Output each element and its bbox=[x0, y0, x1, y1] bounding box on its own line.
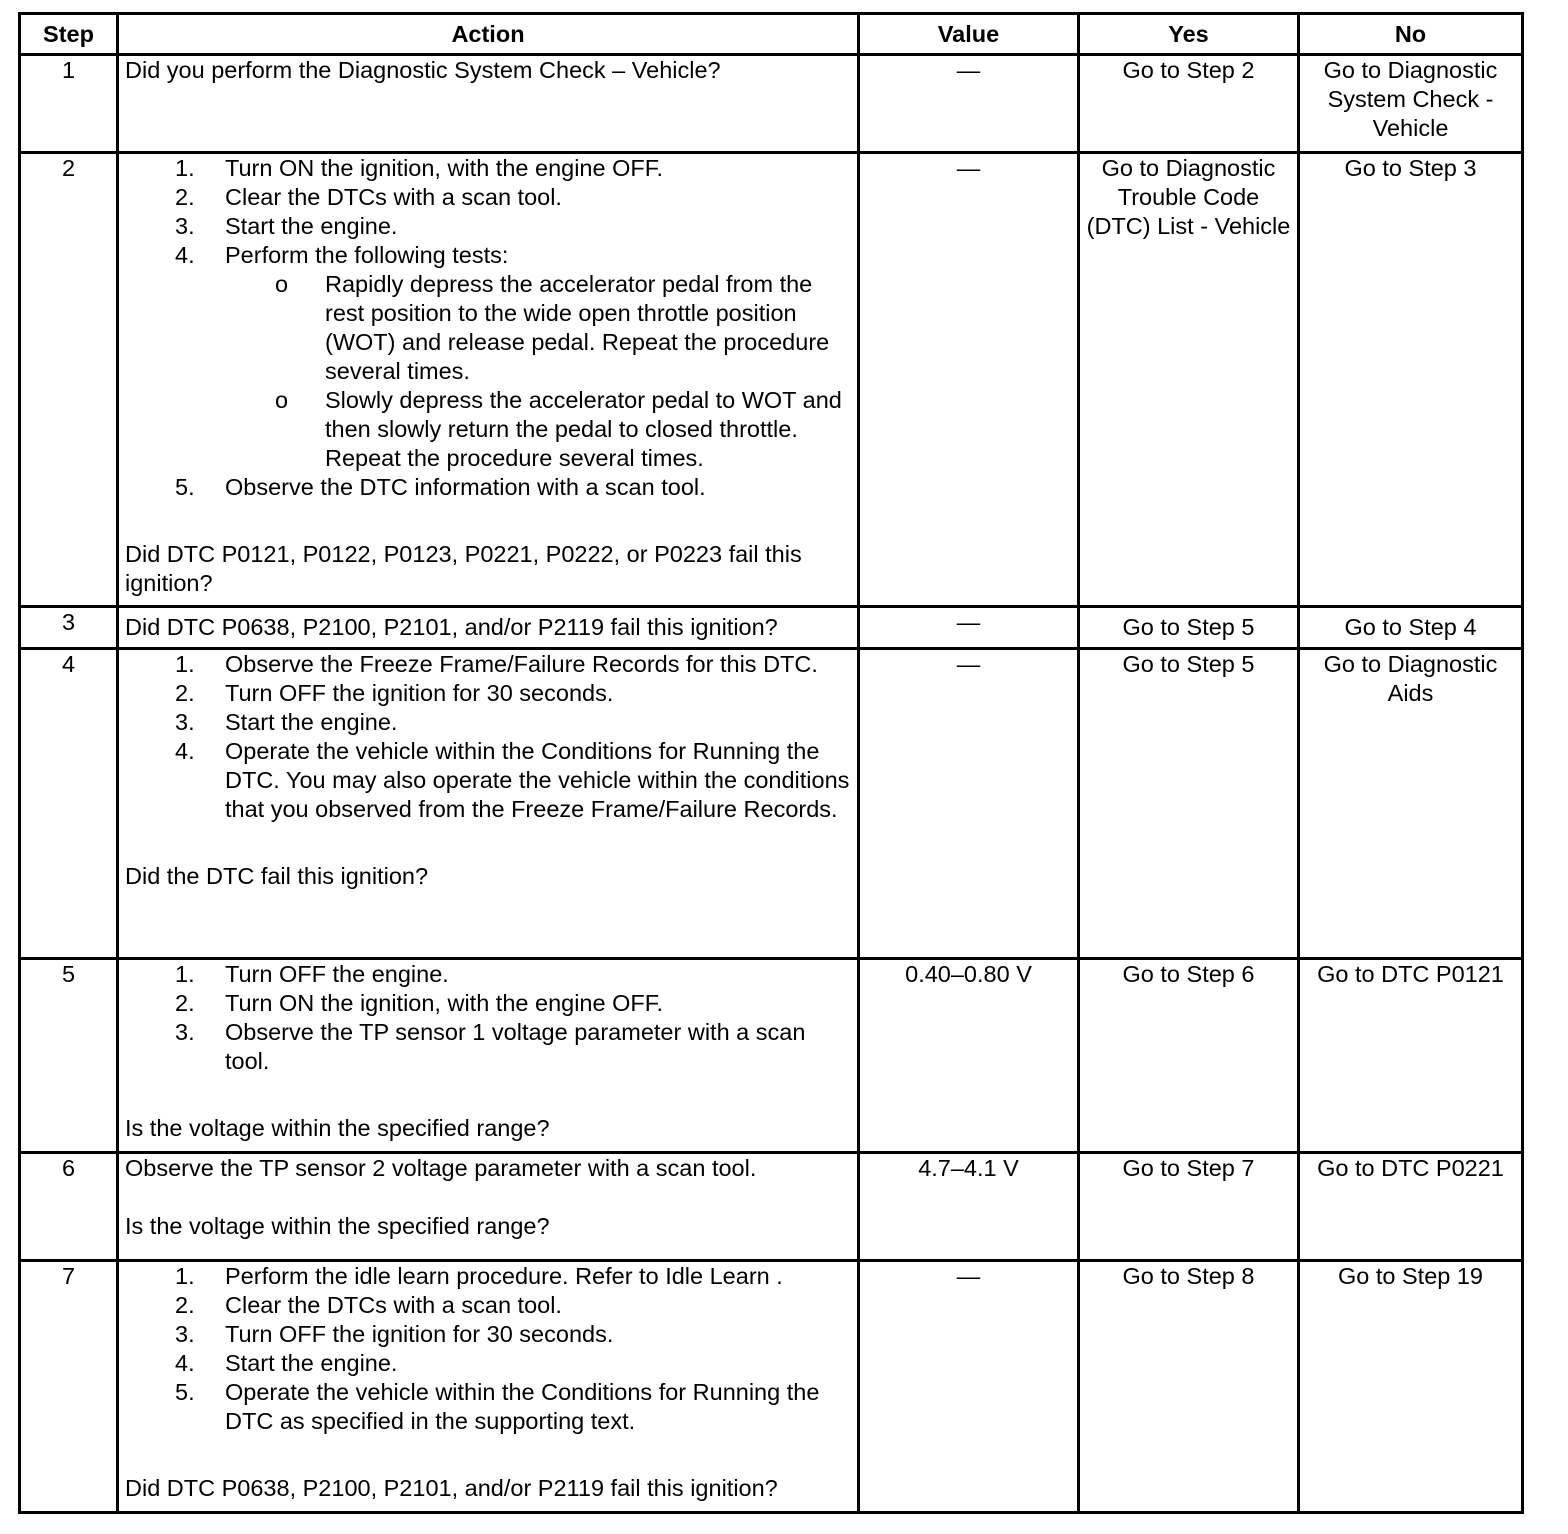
value-cell: — bbox=[859, 1261, 1079, 1513]
header-no: No bbox=[1299, 14, 1523, 55]
yes-cell: Go to Step 5 bbox=[1079, 607, 1299, 649]
step-number: 7 bbox=[20, 1261, 118, 1513]
action-step: 1. Turn OFF the engine. bbox=[175, 961, 449, 987]
value-cell: 0.40–0.80 V bbox=[859, 959, 1079, 1153]
action-cell bbox=[118, 1153, 859, 1261]
table-row bbox=[20, 649, 1523, 959]
action-step: 5. Observe the DTC information with a scan tool. bbox=[175, 474, 706, 500]
action-question: Did DTC P0121, P0122, P0123, P0221, P0222, or P0223 fail this ignition? bbox=[125, 541, 802, 596]
action-question: Did the DTC fail this ignition? bbox=[125, 863, 429, 889]
table-row bbox=[20, 607, 1523, 649]
action-question: Is the voltage within the specified range? bbox=[125, 1115, 550, 1141]
action-intro: Observe the TP sensor 2 voltage parameter with a scan tool. bbox=[125, 1155, 757, 1181]
value-cell: — bbox=[859, 153, 1079, 607]
action-step: 5. Operate the vehicle within the Conditions for Running the DTC as specified in the supporting text. bbox=[175, 1379, 820, 1434]
yes-cell: Go to Step 8 bbox=[1079, 1261, 1299, 1513]
yes-cell: Go to Step 6 bbox=[1079, 959, 1299, 1153]
action-cell bbox=[118, 649, 859, 959]
action-cell bbox=[118, 153, 859, 607]
sub-step: o Rapidly depress the accelerator pedal from the rest position to the wide open throttle position (WOT) and release pedal. Repeat the procedure several times. bbox=[275, 271, 830, 384]
diagnostic-table bbox=[18, 12, 1524, 1514]
header-step: Step bbox=[20, 14, 118, 55]
action-step: 4. Perform the following tests: o Rapidly depress the accelerator pedal from the rest position to the wide open throttle position (WOT) and release pedal. Repeat the procedure several times. o Slowly depress the accelerator pedal to WOT and then slowly return the pedal to closed throttle. Repeat the procedure several times. bbox=[125, 241, 851, 473]
no-cell: Go to Diagnostic System Check - Vehicle bbox=[1299, 55, 1523, 153]
no-cell: Go to Diagnostic Aids bbox=[1299, 649, 1523, 959]
step-number: 6 bbox=[20, 1153, 118, 1261]
table-row bbox=[20, 1153, 1523, 1261]
table-row bbox=[20, 153, 1523, 607]
yes-cell: Go to Step 2 bbox=[1079, 55, 1299, 153]
action-step: 4. Operate the vehicle within the Conditions for Running the DTC. You may also operate the vehicle within the conditions that you observed from the Freeze Frame/Failure Records. bbox=[175, 738, 850, 822]
action-cell bbox=[118, 55, 859, 153]
action-question: Did DTC P0638, P2100, P2101, and/or P2119 fail this ignition? bbox=[125, 1475, 778, 1501]
no-cell: Go to Step 3 bbox=[1299, 153, 1523, 607]
action-steps bbox=[125, 1262, 851, 1436]
action-step: 3. Start the engine. bbox=[175, 709, 398, 735]
table-row bbox=[20, 1261, 1523, 1513]
sub-step: o Slowly depress the accelerator pedal to WOT and then slowly return the pedal to closed throttle. Repeat the procedure several times. bbox=[275, 387, 842, 471]
action-question: Did you perform the Diagnostic System Check – Vehicle? bbox=[125, 57, 721, 83]
step-number: 2 bbox=[20, 153, 118, 607]
no-cell: Go to Step 4 bbox=[1299, 607, 1523, 649]
header-row bbox=[20, 14, 1523, 55]
sub-steps bbox=[225, 270, 851, 473]
header-value: Value bbox=[859, 14, 1079, 55]
action-step: 2. Clear the DTCs with a scan tool. bbox=[175, 1292, 562, 1318]
yes-cell: Go to Step 5 bbox=[1079, 649, 1299, 959]
action-steps bbox=[125, 650, 851, 824]
value-cell: 4.7–4.1 V bbox=[859, 1153, 1079, 1261]
action-steps bbox=[125, 960, 851, 1076]
action-step: 1. Perform the idle learn procedure. Refer to Idle Learn . bbox=[175, 1263, 783, 1289]
no-cell: Go to Step 19 bbox=[1299, 1261, 1523, 1513]
action-question: Did DTC P0638, P2100, P2101, and/or P2119 fail this ignition? bbox=[125, 614, 778, 640]
header-action: Action bbox=[118, 14, 859, 55]
action-step: 2. Turn ON the ignition, with the engine OFF. bbox=[175, 990, 664, 1016]
step-number: 5 bbox=[20, 959, 118, 1153]
action-step: 3. Start the engine. bbox=[175, 213, 398, 239]
action-step: 1. Turn ON the ignition, with the engine OFF. bbox=[175, 155, 664, 181]
no-cell: Go to DTC P0121 bbox=[1299, 959, 1523, 1153]
step-number: 3 bbox=[20, 607, 118, 649]
action-cell bbox=[118, 959, 859, 1153]
action-step: 3. Observe the TP sensor 1 voltage parameter with a scan tool. bbox=[175, 1019, 806, 1074]
action-step: 2. Clear the DTCs with a scan tool. bbox=[175, 184, 562, 210]
action-cell bbox=[118, 607, 859, 649]
header-yes: Yes bbox=[1079, 14, 1299, 55]
yes-cell: Go to Step 7 bbox=[1079, 1153, 1299, 1261]
table-row bbox=[20, 959, 1523, 1153]
value-cell: — bbox=[859, 607, 1079, 649]
action-step: 1. Observe the Freeze Frame/Failure Records for this DTC. bbox=[175, 651, 818, 677]
value-cell: — bbox=[859, 55, 1079, 153]
action-question: Is the voltage within the specified range? bbox=[125, 1213, 550, 1239]
step-number: 4 bbox=[20, 649, 118, 959]
action-step: 4. Start the engine. bbox=[175, 1350, 398, 1376]
value-cell: — bbox=[859, 649, 1079, 959]
action-cell bbox=[118, 1261, 859, 1513]
action-step: 3. Turn OFF the ignition for 30 seconds. bbox=[175, 1321, 614, 1347]
action-steps bbox=[125, 154, 851, 502]
no-cell: Go to DTC P0221 bbox=[1299, 1153, 1523, 1261]
yes-cell: Go to Diagnostic Trouble Code (DTC) List - Vehicle bbox=[1079, 153, 1299, 607]
step-number: 1 bbox=[20, 55, 118, 153]
action-step: 2. Turn OFF the ignition for 30 seconds. bbox=[175, 680, 614, 706]
table-row bbox=[20, 55, 1523, 153]
